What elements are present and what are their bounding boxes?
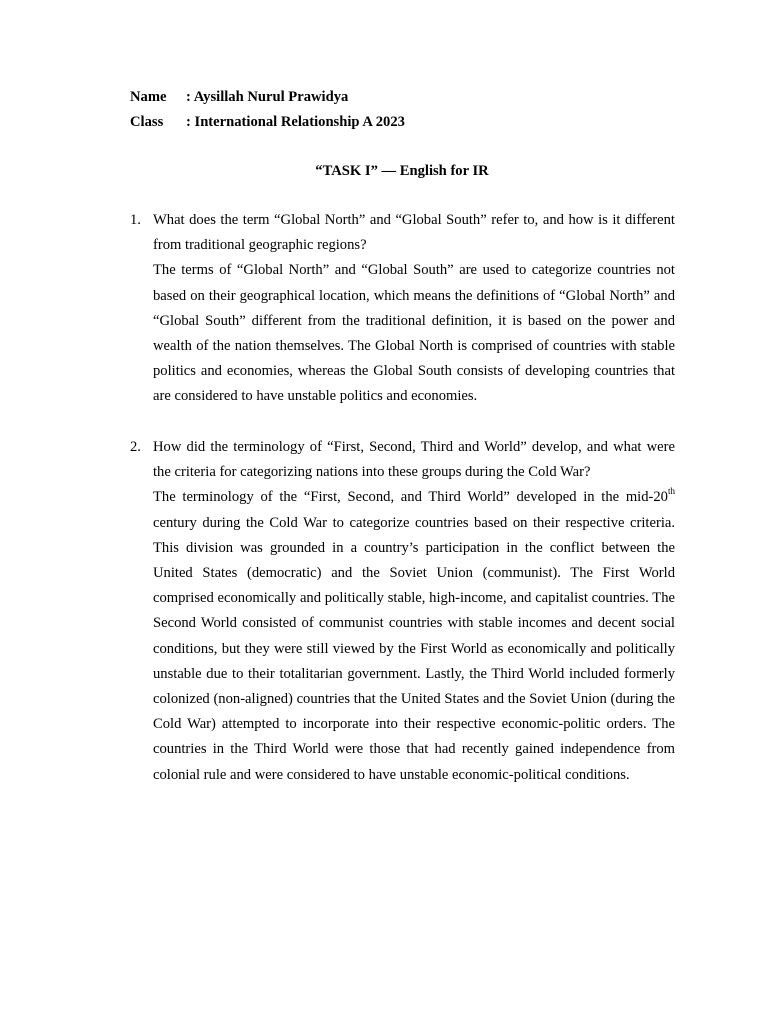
class-label: Class [130, 114, 164, 130]
answer-text [153, 485, 675, 787]
question-number: 1. [130, 212, 141, 228]
class-row [130, 113, 405, 131]
superscript: th [667, 485, 675, 496]
name-value: : Aysillah Nurul Prawidya [186, 89, 349, 105]
document-title: “TASK I” — English for IR [315, 163, 489, 179]
class-value: : International Relationship A 2023 [186, 114, 405, 130]
answer-text-rest: century during the Cold War to categorize countries based on their respective criteria. This division was grounded in a country’s participation in the conflict between the United States (democratic) and the Soviet Union (communist). The First World comprised economically and politically stable, high-income, and capitalist countries. The Second World consisted of communist countries with stable incomes and decent social conditions, but they were still viewed by the First World as economically and politically unstable due to their totalitarian government. Lastly, the Third World included formerly colonized (non-aligned) countries that the United States and the Soviet Union (during the Cold War) attempted to incorporate into their respective economic-politic orders. The countries in the Third World were those that had recently gained independence from colonial rule and were considered to have unstable economic-political conditions. [153, 514, 675, 783]
name-label: Name [130, 89, 167, 105]
answer-text: The terms of “Global North” and “Global South” are used to categorize countries not based on their geographical location, which means the definitions of “Global North” and “Global South” different from the traditional definition, it is based on the power and wealth of the nation themselves. The Global North is comprised of countries with stable politics and economies, whereas the Global South consists of developing countries that are considered to have unstable politics and economies. [153, 262, 675, 405]
answer-text-start: The terminology of the “First, Second, and Third World” developed in the mid-20 [153, 489, 668, 506]
name-row [130, 88, 348, 106]
question-text: What does the term “Global North” and “Global South” refer to, and how is it different from traditional geographic regions? [153, 212, 675, 254]
question-2 [130, 435, 675, 788]
question-number: 2. [130, 439, 141, 455]
question-text: How did the terminology of “First, Second, Third and World” develop, and what were the criteria for categorizing nations into these groups during the Cold War? [153, 439, 675, 481]
question-1 [130, 208, 675, 410]
